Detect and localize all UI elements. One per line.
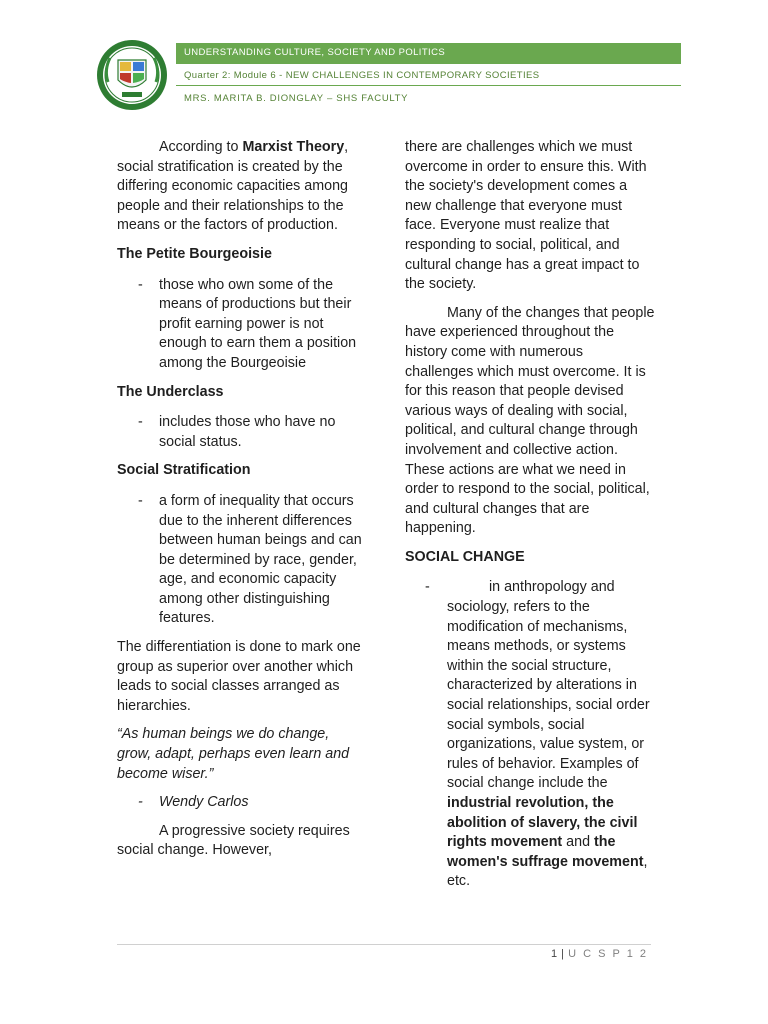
footer-separator: | <box>557 948 569 960</box>
list-item <box>117 492 367 629</box>
heading-underclass: The Underclass <box>117 383 224 400</box>
author-line: MRS. MARITA B. DIONGLAY – SHS FACULTY <box>184 93 409 104</box>
module-title: Quarter 2: Module 6 - NEW CHALLENGES IN CONTEMPORARY SOCIETIES <box>184 70 540 81</box>
marxist-paragraph <box>117 138 367 236</box>
heading-petite-bourgeoisie: The Petite Bourgeoisie <box>117 245 272 262</box>
bullet-dash: - <box>425 579 430 596</box>
course-title: UNDERSTANDING CULTURE, SOCIETY AND POLITICS <box>184 47 446 58</box>
bullet-dash: - <box>138 276 143 293</box>
quote-author-name: Wendy Carlos <box>159 794 249 811</box>
text-run: , social stratification is created by the differing economic capacities among people and their relationships to the means or the factors of production. <box>117 139 349 234</box>
right-column <box>405 138 655 892</box>
bold-term: Marxist Theory <box>242 139 345 155</box>
list-item <box>117 413 367 452</box>
text-run: in anthropology and sociology, refers to the modification of mechanisms, means methods, or systems within the social structure, characterized by alterations in social relationships, social order social symbols, social organizations, value system, or rules of behavior. Examples of social change include the <box>447 579 650 792</box>
page-number: 1 <box>551 948 558 960</box>
list-item <box>117 276 367 374</box>
left-column <box>117 138 367 870</box>
text-run: , etc. <box>447 853 648 890</box>
bullet-dash: - <box>138 492 143 509</box>
list-item-text: a form of inequality that occurs due to the inherent differences between human beings and can be determined by race, gender, age, and economic capacity among other distinguishing features. <box>159 492 362 627</box>
bold-examples: the women's suffrage movement <box>447 834 644 870</box>
bullet-dash: - <box>138 794 143 811</box>
heading-social-change: SOCIAL CHANGE <box>405 548 525 565</box>
text-run: and <box>562 834 595 851</box>
changes-paragraph: Many of the changes that people have experienced throughout the history come with numerous challenges which must overcome. It is for this reason that people devised various ways of dealing with social, political, and cultural change through involvement and collective action. These actions are what we need in order to respond to the social, political, and cultural changes that are happening. <box>405 304 655 537</box>
list-item <box>405 578 655 892</box>
footer-divider <box>117 944 651 945</box>
heading-social-stratification: Social Stratification <box>117 462 251 479</box>
footer-label: U C S P 1 2 <box>568 948 648 960</box>
school-seal-logo-icon <box>96 38 168 112</box>
page-footer <box>551 948 648 960</box>
progressive-paragraph: A progressive society requires social change. However, <box>117 822 350 859</box>
bullet-dash: - <box>138 414 143 431</box>
quote-text: “As human beings we do change, grow, adapt, perhaps even learn and become wiser.” <box>117 726 350 782</box>
quote-author <box>117 793 367 813</box>
differentiation-paragraph: The differentiation is done to mark one group as superior over another which leads to social classes arranged as hierarchies. <box>117 639 361 714</box>
challenges-paragraph: there are challenges which we must overcome in order to ensure this. With the society's development comes a new challenge that everyone must face. Everyone must realize that responding to social, political, and cultural change has a great impact to the society. <box>405 139 647 293</box>
text-run: According to <box>159 139 243 155</box>
header-divider <box>176 85 681 86</box>
list-item-text: includes those who have no social status. <box>159 414 336 450</box>
bold-examples: industrial revolution, the abolition of slavery, the civil rights movement <box>447 795 638 851</box>
list-item-text: those who own some of the means of productions but their profit earning power is not enough to earn them a position among the Bourgeoisie <box>159 276 357 371</box>
